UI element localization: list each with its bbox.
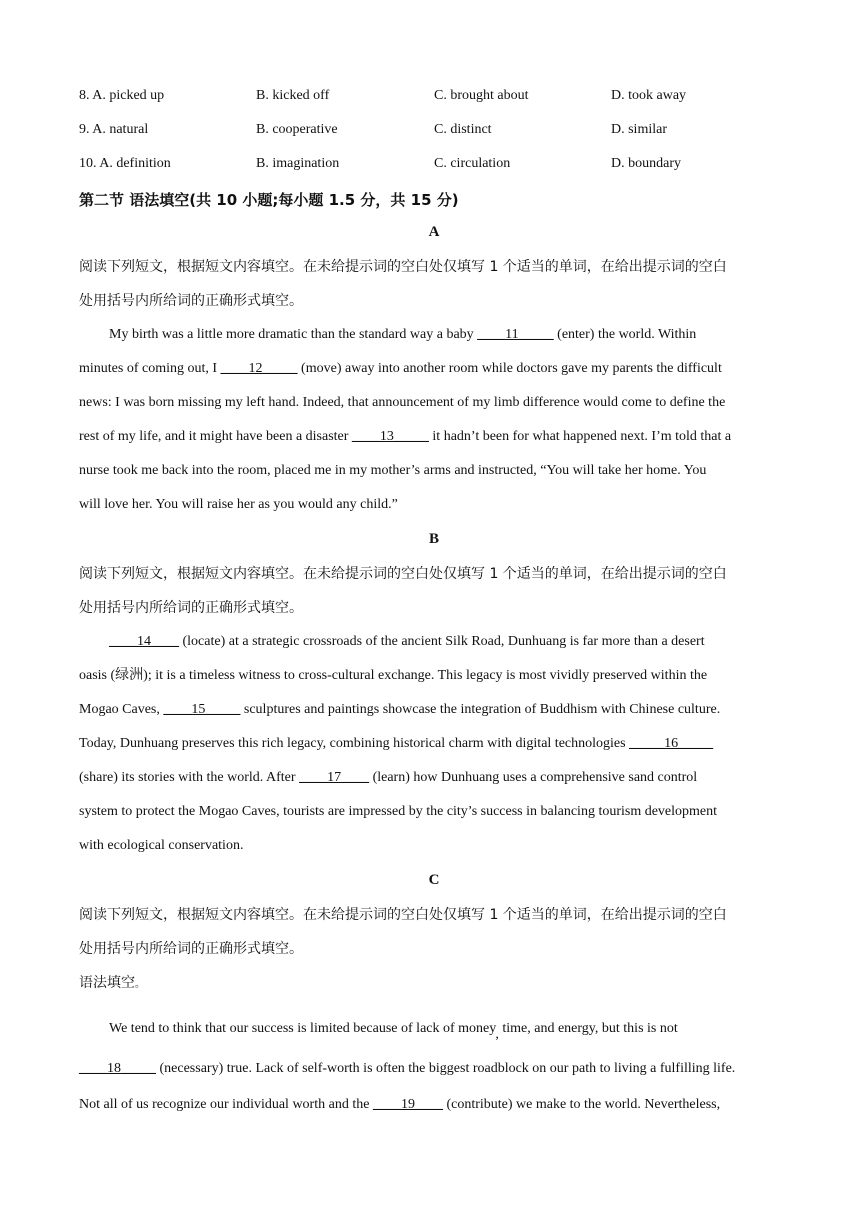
blank-18[interactable]: ____18_____ xyxy=(79,1061,156,1076)
passage-line: We tend to think that our success is limited because of lack of money, time, and energy, but this is not xyxy=(109,1021,678,1042)
instruction-line-1: 阅读下列短文，根据短文内容填空。在未给提示词的空白处仅填写 1 个适当的单词，在给出提示词的空白 xyxy=(79,566,727,582)
passage-b-text xyxy=(79,625,791,863)
instruction-line-1: 阅读下列短文，根据短文内容填空。在未给提示词的空白处仅填写 1 个适当的单词，在给出提示词的空白 xyxy=(79,907,727,923)
passage-line: nurse took me back into the room, placed me in my mother’s arms and instructed, “You will take her home. You xyxy=(79,463,707,478)
passage-line: news: I was born missing my left hand. Indeed, that announcement of my limb difference would come to define the xyxy=(79,395,726,410)
blank-17[interactable]: ____17____ xyxy=(299,770,370,785)
passage-line: system to protect the Mogao Caves, tourists are impressed by the city’s success in balancing tourism development xyxy=(79,804,718,819)
question-10-options xyxy=(79,154,779,174)
passage-line: Mogao Caves, ____15_____ sculptures and paintings showcase the integration of Buddhism with Chinese culture. xyxy=(79,702,721,717)
option-10a: 10. A. definition xyxy=(79,156,171,171)
option-9a: 9. A. natural xyxy=(79,122,149,137)
blank-13[interactable]: ____13_____ xyxy=(351,429,429,444)
passage-line: Not all of us recognize our individual worth and the ____19____ (contribute) we make to the world. Nevertheless, xyxy=(79,1097,721,1112)
option-8b: B. kicked off xyxy=(256,88,330,103)
option-9c: C. distinct xyxy=(434,122,492,137)
passage-line: minutes of coming out, I ____12_____ (move) away into another room while doctors gave my parents the difficult xyxy=(79,361,722,376)
blank-11[interactable]: ____11_____ xyxy=(477,327,554,342)
blank-12[interactable]: ____12_____ xyxy=(220,361,298,376)
question-8-options xyxy=(79,86,779,106)
passage-b-instructions xyxy=(79,557,791,625)
option-9d: D. similar xyxy=(611,122,667,137)
option-10d: D. boundary xyxy=(611,156,681,171)
option-10b: B. imagination xyxy=(256,156,340,171)
passage-a-letter: A xyxy=(428,224,440,240)
passage-line: oasis (绿洲); it is a timeless witness to cross-cultural exchange. This legacy is most vividly preserved within the xyxy=(79,668,708,683)
passage-c-instructions xyxy=(79,898,791,1002)
option-8d: D. took away xyxy=(611,88,687,103)
option-8a: 8. A. picked up xyxy=(79,88,165,103)
passage-c-letter: C xyxy=(428,872,440,888)
instruction-line-1: 阅读下列短文，根据短文内容填空。在未给提示词的空白处仅填写 1 个适当的单词，在给出提示词的空白 xyxy=(79,259,727,275)
passage-c-label: 语法填空。 xyxy=(79,975,145,991)
passage-a-instructions xyxy=(79,250,791,318)
instruction-line-2: 处用括号内所给词的正确形式填空。 xyxy=(79,941,303,957)
passage-a-text xyxy=(79,318,791,522)
instruction-line-2: 处用括号内所给词的正确形式填空。 xyxy=(79,293,303,309)
passage-line: ____14____ (locate) at a strategic crossroads of the ancient Silk Road, Dunhuang is far more than a desert xyxy=(109,634,705,649)
passage-line: My birth was a little more dramatic than the standard way a baby ____11_____ (enter) the world. Within xyxy=(109,327,697,342)
option-8c: C. brought about xyxy=(434,88,529,103)
blank-14[interactable]: ____14____ xyxy=(109,634,179,649)
option-10c: C. circulation xyxy=(434,156,511,171)
passage-line: will love her. You will raise her as you would any child.” xyxy=(79,497,398,512)
passage-line: rest of my life, and it might have been a disaster ____13_____ it hadn’t been for what happened next. I’m told that a xyxy=(79,429,732,444)
question-9-options xyxy=(79,120,779,140)
instruction-line-2: 处用括号内所给词的正确形式填空。 xyxy=(79,600,303,616)
passage-line: with ecological conservation. xyxy=(79,838,244,853)
passage-line: ____18_____ (necessary) true. Lack of self-worth is often the biggest roadblock on our path to living a fulfilling life. xyxy=(79,1061,736,1076)
blank-16[interactable]: _____16_____ xyxy=(629,736,714,751)
blank-15[interactable]: ____15_____ xyxy=(163,702,241,717)
passage-line: Today, Dunhuang preserves this rich legacy, combining historical charm with digital technologies _____16_____ xyxy=(79,736,714,751)
passage-line: (share) its stories with the world. After ____17____ (learn) how Dunhuang uses a comprehensive sand control xyxy=(79,770,698,785)
passage-c-text xyxy=(79,1011,791,1123)
section-title: 第二节 语法填空(共 10 小题;每小题 1.5 分，共 15 分) xyxy=(79,191,459,209)
passage-b-letter: B xyxy=(428,531,439,547)
blank-19[interactable]: ____19____ xyxy=(372,1097,443,1112)
option-9b: B. cooperative xyxy=(256,122,338,137)
